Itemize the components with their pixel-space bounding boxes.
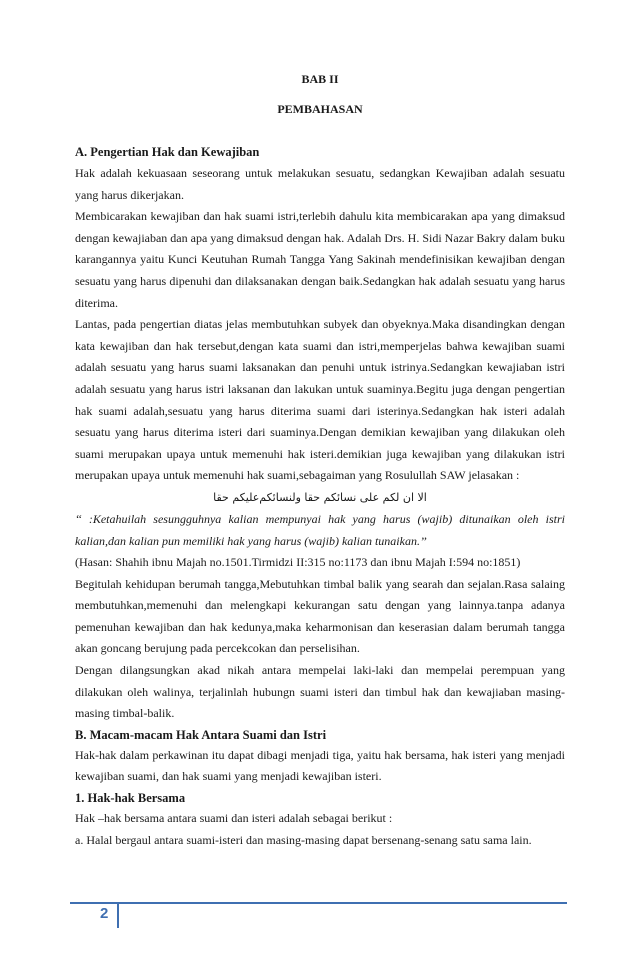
footer-divider (117, 904, 119, 928)
page-number: 2 (100, 905, 109, 922)
section-b-paragraph-1: Hak-hak dalam perkawinan itu dapat dibagi menjadi tiga, yaitu hak bersama, hak isteri yang menjadi kewajiban suami, dan hak suami yang menjadi kewajiban isteri. (75, 747, 565, 784)
chapter-label: BAB II (301, 72, 339, 86)
section-a-paragraph-5: Dengan dilangsungkan akad nikah antara mempelai laki-laki dan mempelai perempuan yang dilakukan oleh walinya, terjalinlah hubungn suami isteri dan timbul hak dan kewajiaban masing-masing timbal-balik. (75, 663, 565, 721)
section-a-heading: A. Pengertian Hak dan Kewajiban (75, 145, 260, 159)
section-a-paragraph-2: Membicarakan kewajiban dan hak suami istri,terlebih dahulu kita membicarakan apa yang dimaksud dengan kewajiaban dan apa yang dimaksud dengan hak. Adalah Drs. H. Sidi Nazar Bakry dalam buku karangannya yaitu Kunci Keutuhan Rumah Tangga Yang Sakinah mendefinisikan kewajiban dengan sesuatu yang harus dipenuhi dan dilaksanakan dengan baik.Sedangkan hak adalah sesuatu yang harus diterima. (75, 209, 565, 310)
section-a-paragraph-1: Hak adalah kekuasaan seseorang untuk melakukan sesuatu, sedangkan Kewajiban adalah sesuatu yang harus dikerjakan. (75, 166, 565, 202)
arabic-hadith: الا ان لكم على نسائكم حقا ولنسائكم‌عليكم حقا (213, 490, 427, 504)
section-a-paragraph-3: Lantas, pada pengertian diatas jelas membutuhkan subyek dan obyeknya.Maka disandingkan dengan kata kewajiban dan hak tersebut,dengan kata suami dan istri,memperjelas bahwa kewajiban suami adalah sesuatu yang harus suami laksanakan dan penuhi untuk istrinya.Sedangkan kewajiaban istri adalah sesuatu yang harus istri laksanan dan lakukan untuk suaminya.Begitu juga dengan pengertian hak suami adalah,sesuatu yang harus diterima suami dari isterinya.Sedangkan hak isteri adalah sesuatu yang harus diterima isteri dari suaminya.Dengan demikian kewajiban yang dilakukan oleh suami merupakan upaya untuk memenuhi hak isteri.demikian juga kewajiban yang dilakukan istri merupakan upaya untuk memenuhi hak suami,sebagaiman yang Rosulullah SAW jelasakan : (75, 317, 565, 483)
section-1-item-a: a. Halal bergaul antara suami-isteri dan masing-masing dapat bersenang-senang satu sama lain. (75, 832, 532, 847)
hadith-citation: (Hasan: Shahih ibnu Majah no.1501.Tirmidzi II:315 no:1173 dan ibnu Majah I:594 no:1851) (75, 555, 521, 570)
section-a-paragraph-4: Begitulah kehidupan berumah tangga,Mebutuhkan timbal balik yang searah dan sejalan.Rasa salaing membutuhkan,memenuhi dan melengkapi kekurangan satu dengan yang lainnya.tanpa adanya pemenuhan kewajiban dan hak kedunya,maka keharmonisan dan keserasian dalam berumah tangga akan goncang berujung pada percekcokan dan perselisihan. (75, 576, 565, 656)
section-1-heading: 1. Hak-hak Bersama (75, 791, 186, 806)
section-b-heading: B. Macam-macam Hak Antara Suami dan Istri (75, 727, 327, 742)
hadith-translation: ‘‘ :Ketahuilah sesungguhnya kalian mempunyai hak yang harus (wajib) ditunaikan oleh istri kalian,dan kalian pun memiliki hak yang harus (wajib) kalian tunaikan.’’ (75, 511, 565, 548)
footer-rule (70, 902, 567, 904)
page-content (75, 70, 565, 851)
section-1-paragraph-1: Hak –hak bersama antara suami dan isteri adalah sebagai berikut : (75, 811, 393, 826)
chapter-title: PEMBAHASAN (277, 102, 363, 116)
